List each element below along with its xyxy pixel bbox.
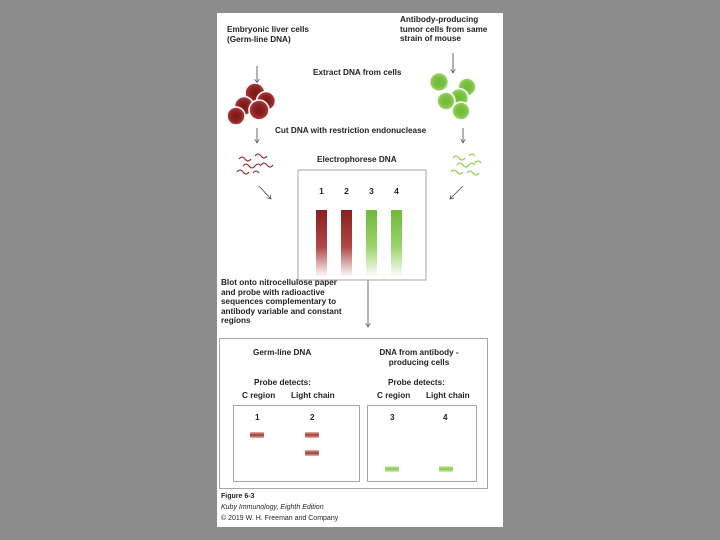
germline-probe-label: Probe detects: <box>254 378 311 387</box>
blot-lane-number-2: 2 <box>310 413 315 422</box>
antibody-col-light-chain: Light chain <box>426 391 470 400</box>
embryonic-label: Embryonic liver cells (Germ-line DNA) <box>227 25 309 44</box>
book-title: Kuby Immunology, Eighth Edition <box>221 504 324 511</box>
antibody-blot <box>367 405 477 482</box>
blot-band-lane1 <box>250 432 264 438</box>
gel-lane-number-3: 3 <box>369 186 374 196</box>
arrow-diag-left <box>259 186 271 199</box>
antibody-dna-title: DNA from antibody - producing cells <box>379 348 459 367</box>
copyright: © 2019 W. H. Freeman and Company <box>221 515 339 522</box>
gel-lane-3 <box>366 210 377 277</box>
germline-col-light-chain: Light chain <box>291 391 335 400</box>
blot-band-lane3 <box>385 466 399 472</box>
gel-lane-number-2: 2 <box>344 186 349 196</box>
blot-band-lane4 <box>439 466 453 472</box>
blot-lane-number-3: 3 <box>390 413 395 422</box>
blot-band-lane2-top <box>305 432 319 438</box>
blot-lane-number-1: 1 <box>255 413 260 422</box>
gel-lane-1 <box>316 210 327 277</box>
antibody-cells <box>430 73 477 121</box>
gel-lane-2 <box>341 210 352 277</box>
germline-blot <box>233 405 360 482</box>
antibody-col-c-region: C region <box>377 391 411 400</box>
antibody-label: Antibody-producing tumor cells from same strain of mouse <box>400 15 488 44</box>
cut-label: Cut DNA with restriction endonuclease <box>275 126 427 135</box>
figure-panel <box>217 13 503 527</box>
red-dna-fragments <box>237 154 273 174</box>
blot-band-lane2-bottom <box>305 450 319 456</box>
blot-label: Blot onto nitrocellulose paper and probe with radioactive sequences complementary to antibody variable and constant regions <box>221 278 342 326</box>
embryonic-cells <box>227 83 276 125</box>
germline-col-c-region: C region <box>242 391 276 400</box>
figure-number: Figure 6-3 <box>221 493 255 500</box>
germline-title: Germ-line DNA <box>253 348 312 357</box>
gel-lane-4 <box>391 210 402 277</box>
blot-lane-number-4: 4 <box>443 413 448 422</box>
antibody-probe-label: Probe detects: <box>388 378 445 387</box>
green-dna-fragments <box>451 154 481 175</box>
arrow-diag-right <box>450 186 463 199</box>
gel-lane-number-4: 4 <box>394 186 399 196</box>
electrophorese-label: Electrophorese DNA <box>317 155 397 164</box>
extract-label: Extract DNA from cells <box>313 68 402 77</box>
gel-lane-number-1: 1 <box>319 186 324 196</box>
